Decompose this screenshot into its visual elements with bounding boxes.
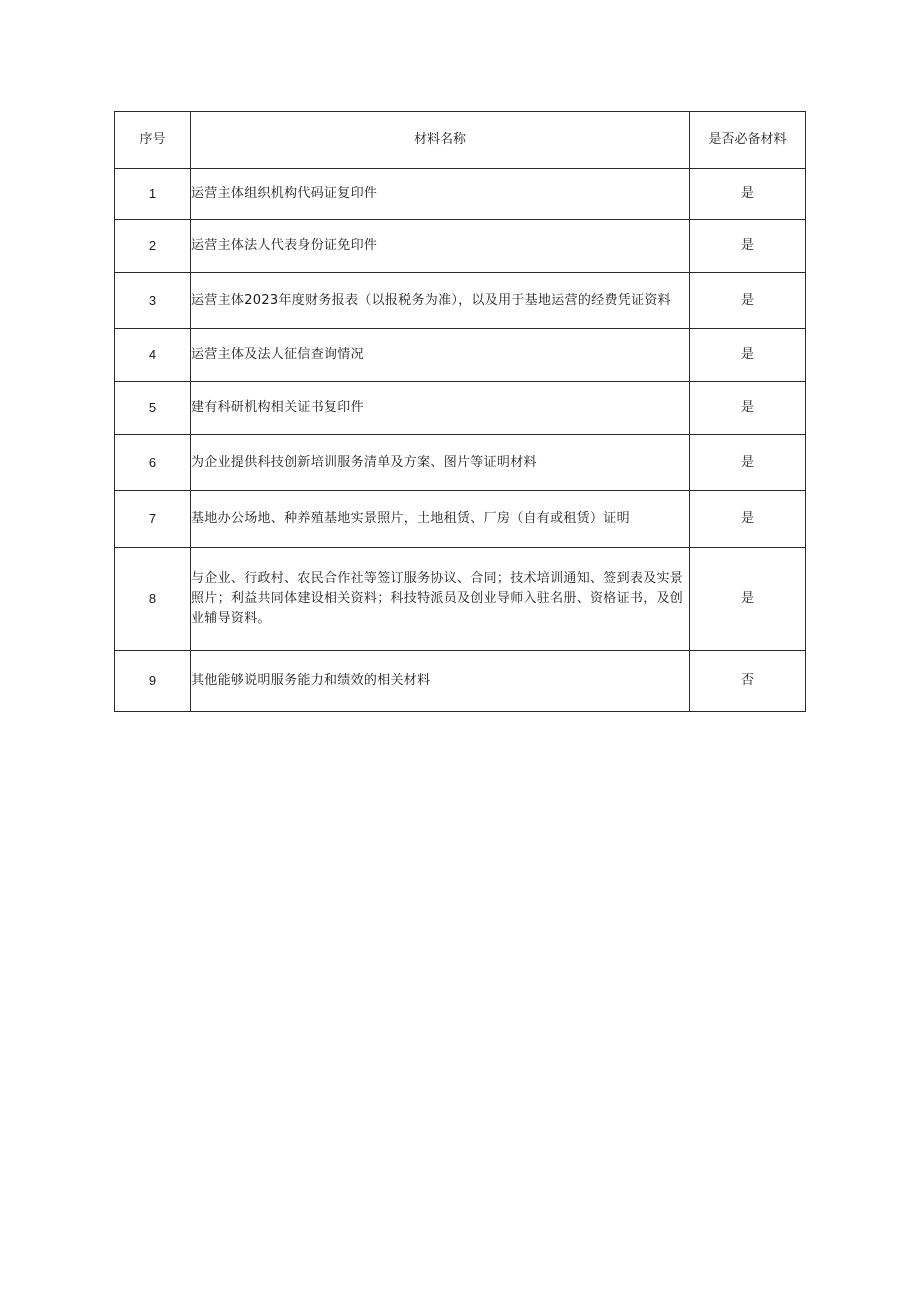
row-name: 其他能够说明服务能力和绩效的相关材料 bbox=[191, 651, 690, 712]
header-seq: 序号 bbox=[115, 112, 191, 169]
row-seq: 6 bbox=[115, 435, 191, 491]
row-name: 运营主体2023年度财务报表（以报税务为准），以及用于基地运营的经费凭证资料 bbox=[191, 273, 690, 329]
row-seq: 8 bbox=[115, 548, 191, 651]
table-row bbox=[115, 435, 806, 491]
row-seq: 7 bbox=[115, 491, 191, 548]
row-seq: 5 bbox=[115, 382, 191, 435]
row-name: 运营主体法人代表身份证免印件 bbox=[191, 220, 690, 273]
row-seq: 4 bbox=[115, 329, 191, 382]
row-seq: 3 bbox=[115, 273, 191, 329]
row-required: 是 bbox=[690, 273, 806, 329]
row-name: 与企业、行政村、农民合作社等签订服务协议、合同；技术培训通知、签到表及实景照片；利益共同体建设相关资料；科技特派员及创业导师入驻名册、资格证书，及创业辅导资料。 bbox=[191, 548, 690, 651]
materials-table bbox=[114, 111, 806, 712]
row-required: 是 bbox=[690, 435, 806, 491]
row-name: 为企业提供科技创新培训服务清单及方案、图片等证明材料 bbox=[191, 435, 690, 491]
table-row bbox=[115, 382, 806, 435]
header-required: 是否必备材料 bbox=[690, 112, 806, 169]
table-header-row bbox=[115, 112, 806, 169]
row-seq: 9 bbox=[115, 651, 191, 712]
row-name: 建有科研机构相关证书复印件 bbox=[191, 382, 690, 435]
row-required: 是 bbox=[690, 548, 806, 651]
row-name: 运营主体组织机构代码证复印件 bbox=[191, 169, 690, 220]
row-name: 基地办公场地、种养殖基地实景照片，土地租赁、厂房（自有或租赁）证明 bbox=[191, 491, 690, 548]
row-seq: 1 bbox=[115, 169, 191, 220]
row-name: 运营主体及法人征信查询情况 bbox=[191, 329, 690, 382]
table-row bbox=[115, 169, 806, 220]
table-row bbox=[115, 491, 806, 548]
row-required: 否 bbox=[690, 651, 806, 712]
row-required: 是 bbox=[690, 382, 806, 435]
table-row bbox=[115, 220, 806, 273]
row-required: 是 bbox=[690, 220, 806, 273]
row-required: 是 bbox=[690, 491, 806, 548]
header-name: 材料名称 bbox=[191, 112, 690, 169]
row-required: 是 bbox=[690, 169, 806, 220]
row-seq: 2 bbox=[115, 220, 191, 273]
table-row bbox=[115, 329, 806, 382]
row-required: 是 bbox=[690, 329, 806, 382]
table-row bbox=[115, 273, 806, 329]
table-row bbox=[115, 651, 806, 712]
table-row bbox=[115, 548, 806, 651]
